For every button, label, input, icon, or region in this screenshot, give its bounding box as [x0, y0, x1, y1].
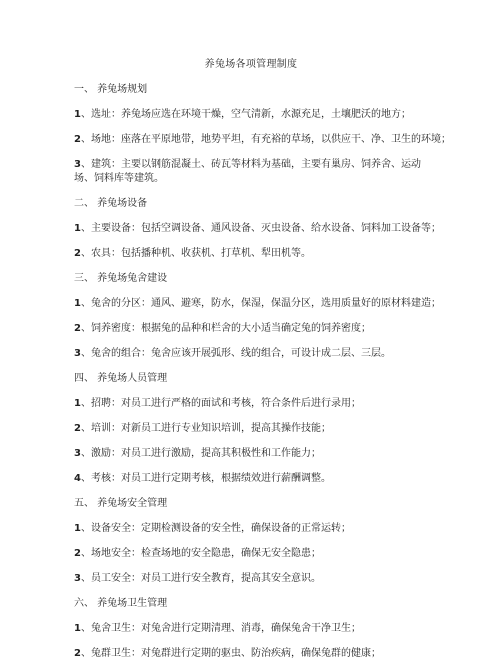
- item-text: 、员工安全：对员工进行安全教育，提高其安全意识。: [80, 573, 321, 584]
- list-item: [74, 622, 436, 636]
- item-number: 2: [74, 423, 81, 434]
- item-text: 、饲养密度：根据兔的品种和栏舍的大小适当确定兔的饲养密度；: [80, 323, 371, 334]
- item-number: 2: [74, 323, 81, 334]
- item-number: 2: [74, 548, 81, 559]
- item-number: 1: [74, 623, 81, 634]
- list-item: [74, 108, 436, 122]
- document-body: [74, 83, 451, 672]
- item-text: 、兔舍的分区：通风、避寒，防水，保湿，保温分区，选用质量好的原材料建造；: [80, 298, 441, 309]
- item-text: 、兔舍的组合：兔舍应该开展弧形、线的组合，可设计成二层、三层。: [80, 348, 391, 359]
- item-number: 3: [74, 448, 81, 459]
- item-number: 3: [74, 573, 81, 584]
- item-text: 、培训：对新员工进行专业知识培训，提高其操作技能；: [80, 423, 331, 434]
- item-number: 2: [74, 648, 81, 659]
- item-number: 1: [74, 523, 81, 534]
- item-number: 3: [74, 159, 81, 170]
- section-heading: 二、 养兔场设备: [74, 198, 148, 209]
- list-item: [74, 447, 436, 461]
- list-item: [74, 158, 436, 186]
- list-item: [74, 522, 436, 536]
- item-text: 、农具：包括播种机、收获机、打草机、犁田机等。: [80, 248, 311, 259]
- item-text: 、兔群卫生：对兔群进行定期的驱虫、防治疾病，确保兔群的健康；: [80, 648, 381, 659]
- list-item: [74, 397, 436, 411]
- item-text: 、招聘：对员工进行严格的面试和考核，符合条件后进行录用；: [80, 398, 361, 409]
- item-text: 、场地：座落在平原地带，地势平坦，有充裕的草场，以供应干、净、卫生的环境；: [80, 134, 451, 145]
- document-title: 养兔场各项管理制度: [204, 59, 298, 70]
- section-heading: 四、 养兔场人员管理: [74, 373, 168, 384]
- item-text: 、设备安全：定期检测设备的安全性，确保设备的正常运转；: [80, 523, 351, 534]
- item-number: 2: [74, 134, 81, 145]
- item-number: 4: [74, 473, 81, 484]
- item-number: 1: [74, 223, 81, 234]
- item-text: 、选址：养兔场应选在环境干燥，空气清新，水源充足，土壤肥沃的地方；: [80, 109, 411, 120]
- item-text: 、建筑：主要以钢筋混凝土、砖瓦等材料为基础，主要有巢房、饲养舍、运动场、饲料库等建筑。: [74, 159, 421, 184]
- list-item: [74, 422, 436, 436]
- item-text: 、考核：对员工进行定期考核，根据绩效进行薪酬调整。: [80, 473, 331, 484]
- item-text: 、场地安全：检查场地的安全隐患，确保无安全隐患；: [80, 548, 321, 559]
- section-heading: 三、 养兔场兔舍建设: [74, 273, 168, 284]
- list-item: [74, 472, 436, 486]
- list-item: [74, 547, 436, 561]
- item-text: 、主要设备：包括空调设备、通风设备、灭虫设备、给水设备、饲料加工设备等；: [80, 223, 441, 234]
- section-heading: 六、 养兔场卫生管理: [74, 598, 168, 609]
- item-number: 3: [74, 348, 81, 359]
- section-heading: 五、 养兔场安全管理: [74, 498, 168, 509]
- list-item: [74, 133, 451, 147]
- section-heading: 一、 养兔场规划: [74, 84, 148, 95]
- list-item: [74, 222, 441, 236]
- list-item: [74, 647, 436, 661]
- list-item: [74, 297, 441, 311]
- list-item: [74, 347, 436, 361]
- list-item: [74, 247, 436, 261]
- item-number: 1: [74, 398, 81, 409]
- list-item: [74, 322, 436, 336]
- item-text: 、激励：对员工进行激励，提高其积极性和工作能力；: [80, 448, 321, 459]
- list-item: [74, 572, 436, 586]
- item-number: 2: [74, 248, 81, 259]
- item-number: 1: [74, 109, 81, 120]
- item-text: 、兔舍卫生：对兔舍进行定期清理、消毒，确保兔舍干净卫生；: [80, 623, 361, 634]
- item-number: 1: [74, 298, 81, 309]
